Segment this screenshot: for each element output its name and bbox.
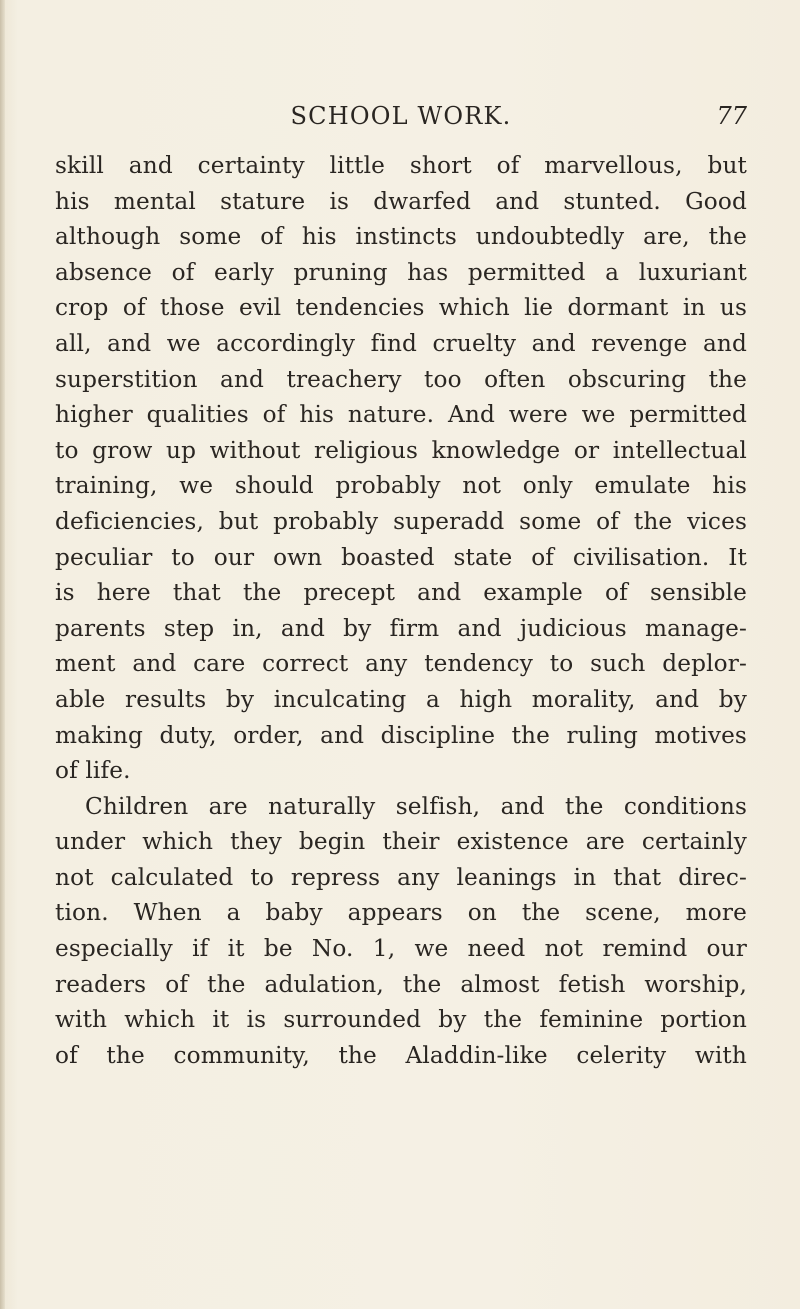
text-line: under which they begin their existence are certainly — [55, 828, 747, 856]
running-head-title: SCHOOL WORK. — [290, 102, 512, 130]
text-line: able results by inculcating a high morality, and by — [55, 685, 747, 713]
text-line: to grow up without religious knowledge or intellectual — [55, 436, 747, 464]
text-line: his mental stature is dwarfed and stunted. Good — [55, 187, 747, 215]
text-line: deficiencies, but probably superadd some of the vices — [55, 507, 747, 535]
text-line: all, and we accordingly find cruelty and revenge and — [55, 329, 747, 357]
page-number: 77 — [716, 102, 747, 130]
text-line: crop of those evil tendencies which lie dormant in us — [55, 294, 747, 322]
text-line: not calculated to repress any leanings in that direc- — [55, 863, 747, 891]
body-text — [55, 148, 747, 1073]
paragraph-end-line: of life. — [55, 757, 131, 785]
text-line: although some of his instincts undoubtedly are, the — [55, 223, 747, 251]
text-line: skill and certainty little short of marvellous, but — [55, 152, 747, 179]
text-line: making duty, order, and discipline the ruling motives — [55, 721, 747, 749]
text-line: is here that the precept and example of sensible — [55, 579, 747, 607]
paragraph-first-line: Children are naturally selfish, and the conditions — [85, 792, 747, 820]
text-line: readers of the adulation, the almost fetish worship, — [55, 970, 747, 998]
text-line: of the community, the Aladdin-like celerity with — [55, 1041, 747, 1069]
page-binding-edge — [0, 0, 5, 1309]
text-line: with which it is surrounded by the feminine portion — [55, 1006, 747, 1034]
text-line: peculiar to our own boasted state of civilisation. It — [55, 543, 747, 571]
text-line: parents step in, and by firm and judicious manage- — [55, 614, 747, 642]
text-line: tion. When a baby appears on the scene, more — [55, 899, 747, 927]
text-line: especially if it be No. 1, we need not remind our — [55, 935, 747, 963]
running-head — [55, 96, 747, 136]
text-line: higher qualities of his nature. And were we permitted — [55, 401, 747, 429]
text-line: training, we should probably not only emulate his — [55, 472, 747, 500]
text-line: superstition and treachery too often obscuring the — [55, 365, 747, 393]
text-line: ment and care correct any tendency to such deplor- — [55, 650, 747, 678]
text-line: absence of early pruning has permitted a luxuriant — [55, 258, 747, 286]
